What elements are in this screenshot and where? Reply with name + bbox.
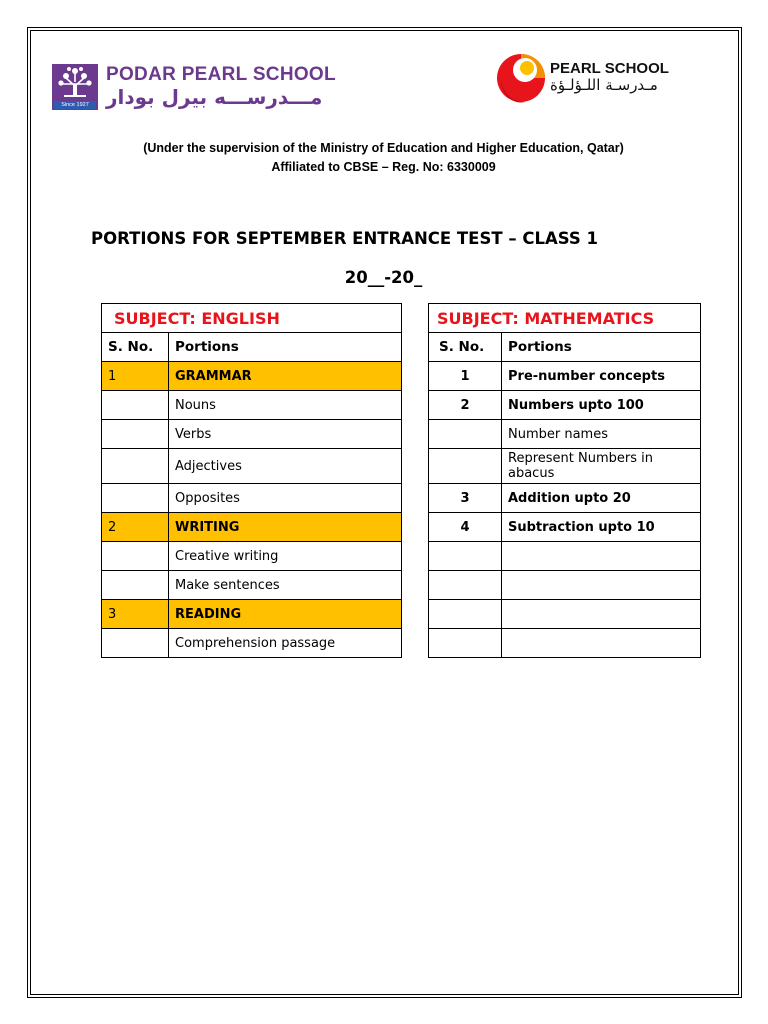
- tree-icon: [52, 64, 98, 100]
- sno-cell: [429, 542, 502, 571]
- table-row: [429, 513, 701, 542]
- sno-cell: 2: [102, 513, 169, 542]
- sno-cell: [429, 420, 502, 449]
- table-row: [429, 484, 701, 513]
- podar-school-arabic-name: مـــدرســـه بيرل بودار: [106, 85, 323, 109]
- english-subject-title: SUBJECT: ENGLISH: [102, 304, 402, 333]
- page-title: PORTIONS FOR SEPTEMBER ENTRANCE TEST – CLASS 1: [91, 229, 598, 248]
- portion-cell: Pre-number concepts: [502, 362, 701, 391]
- portion-cell: Numbers upto 100: [502, 391, 701, 420]
- table-row: [102, 420, 402, 449]
- sno-cell: 1: [102, 362, 169, 391]
- portion-cell: WRITING: [169, 513, 402, 542]
- portion-cell: Comprehension passage: [169, 629, 402, 658]
- sno-cell: [102, 484, 169, 513]
- portion-cell: GRAMMAR: [169, 362, 402, 391]
- portion-cell: Verbs: [169, 420, 402, 449]
- sno-cell: 3: [102, 600, 169, 629]
- table-row: [102, 391, 402, 420]
- math-subject-title: SUBJECT: MATHEMATICS: [429, 304, 701, 333]
- english-portions-table: [101, 303, 402, 658]
- portion-cell: [502, 542, 701, 571]
- sno-cell: [102, 542, 169, 571]
- sno-cell: [429, 571, 502, 600]
- table-row: [102, 484, 402, 513]
- sno-cell: [429, 600, 502, 629]
- sno-cell: [429, 629, 502, 658]
- portion-cell: [502, 629, 701, 658]
- table-row: [429, 420, 701, 449]
- sno-cell: [102, 391, 169, 420]
- portion-cell: Opposites: [169, 484, 402, 513]
- podar-school-name: PODAR PEARL SCHOOL: [106, 64, 336, 85]
- pearl-school-arabic-name: مـدرسـة اللـؤلـؤة: [550, 76, 658, 94]
- english-sno-header: S. No.: [102, 333, 169, 362]
- podar-logo: [52, 64, 98, 110]
- since-label: Since 1927: [54, 101, 96, 109]
- table-row: [102, 600, 402, 629]
- portion-cell: [502, 571, 701, 600]
- table-row: [102, 449, 402, 484]
- table-row: [429, 629, 701, 658]
- sno-cell: [102, 420, 169, 449]
- table-row: [102, 362, 402, 391]
- table-row: [429, 449, 701, 484]
- portion-cell: Represent Numbers in abacus: [502, 449, 701, 484]
- table-row: [429, 391, 701, 420]
- math-sno-header: S. No.: [429, 333, 502, 362]
- portion-cell: [502, 600, 701, 629]
- sno-cell: [102, 629, 169, 658]
- supervision-note: (Under the supervision of the Ministry of Education and Higher Education, Qatar): [143, 141, 624, 155]
- pearl-school-logo: [495, 48, 547, 108]
- portion-cell: Number names: [502, 420, 701, 449]
- portion-cell: Nouns: [169, 391, 402, 420]
- table-row: [429, 571, 701, 600]
- table-row: [102, 571, 402, 600]
- sno-cell: 1: [429, 362, 502, 391]
- math-portions-table: [428, 303, 701, 658]
- math-portions-header: Portions: [502, 333, 701, 362]
- portion-cell: Adjectives: [169, 449, 402, 484]
- portion-cell: Subtraction upto 10: [502, 513, 701, 542]
- sno-cell: 2: [429, 391, 502, 420]
- portion-cell: READING: [169, 600, 402, 629]
- table-row: [102, 542, 402, 571]
- table-row: [102, 629, 402, 658]
- table-row: [429, 362, 701, 391]
- portion-cell: Creative writing: [169, 542, 402, 571]
- table-row: [102, 513, 402, 542]
- sno-cell: [429, 449, 502, 484]
- academic-year: 20__-20_: [344, 268, 423, 287]
- sno-cell: [102, 449, 169, 484]
- portion-cell: Make sentences: [169, 571, 402, 600]
- table-row: [429, 600, 701, 629]
- sno-cell: 4: [429, 513, 502, 542]
- affiliation-note: Affiliated to CBSE – Reg. No: 6330009: [271, 160, 496, 174]
- sno-cell: [102, 571, 169, 600]
- portion-cell: Addition upto 20: [502, 484, 701, 513]
- pearl-school-name: PEARL SCHOOL: [550, 60, 669, 77]
- sno-cell: 3: [429, 484, 502, 513]
- table-row: [429, 542, 701, 571]
- english-portions-header: Portions: [169, 333, 402, 362]
